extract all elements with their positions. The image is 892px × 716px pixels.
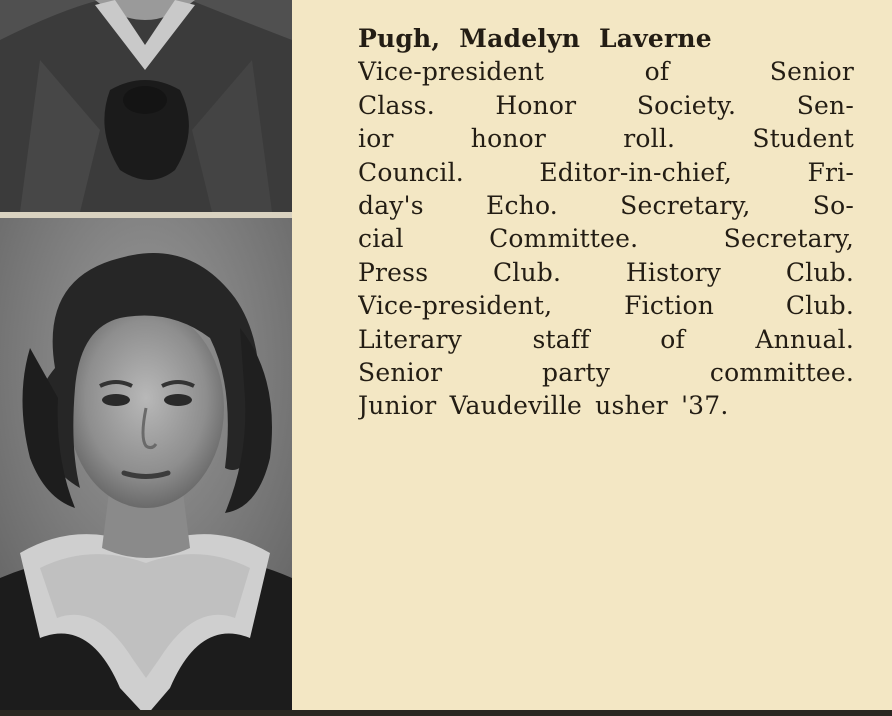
student-name: Pugh, Madelyn Laverne (358, 24, 712, 53)
student-bio (358, 22, 854, 423)
bio-line: Vice-president of Senior (358, 57, 854, 87)
bio-line: cial Committee. Secretary, (358, 224, 854, 254)
bio-line: day's Echo. Secretary, So- (358, 191, 854, 221)
bio-line: Vice-president, Fiction Club. (358, 291, 854, 321)
bio-line: Press Club. History Club. (358, 257, 854, 287)
bio-line: ior honor roll. Student (358, 124, 854, 154)
bio-line: Senior party committee. (358, 358, 854, 388)
bio-line: Council. Editor-in-chief, Fri- (358, 157, 854, 187)
bio-line: Literary staff of Annual. (358, 324, 854, 354)
portrait-photo-top (0, 0, 292, 212)
portrait-photo-madelyn (0, 218, 292, 716)
bio-line: Class. Honor Society. Sen- (358, 90, 854, 120)
photo-column (0, 0, 292, 716)
bottom-edge (0, 710, 892, 716)
bio-line: Junior Vaudeville usher '37. (358, 391, 729, 421)
